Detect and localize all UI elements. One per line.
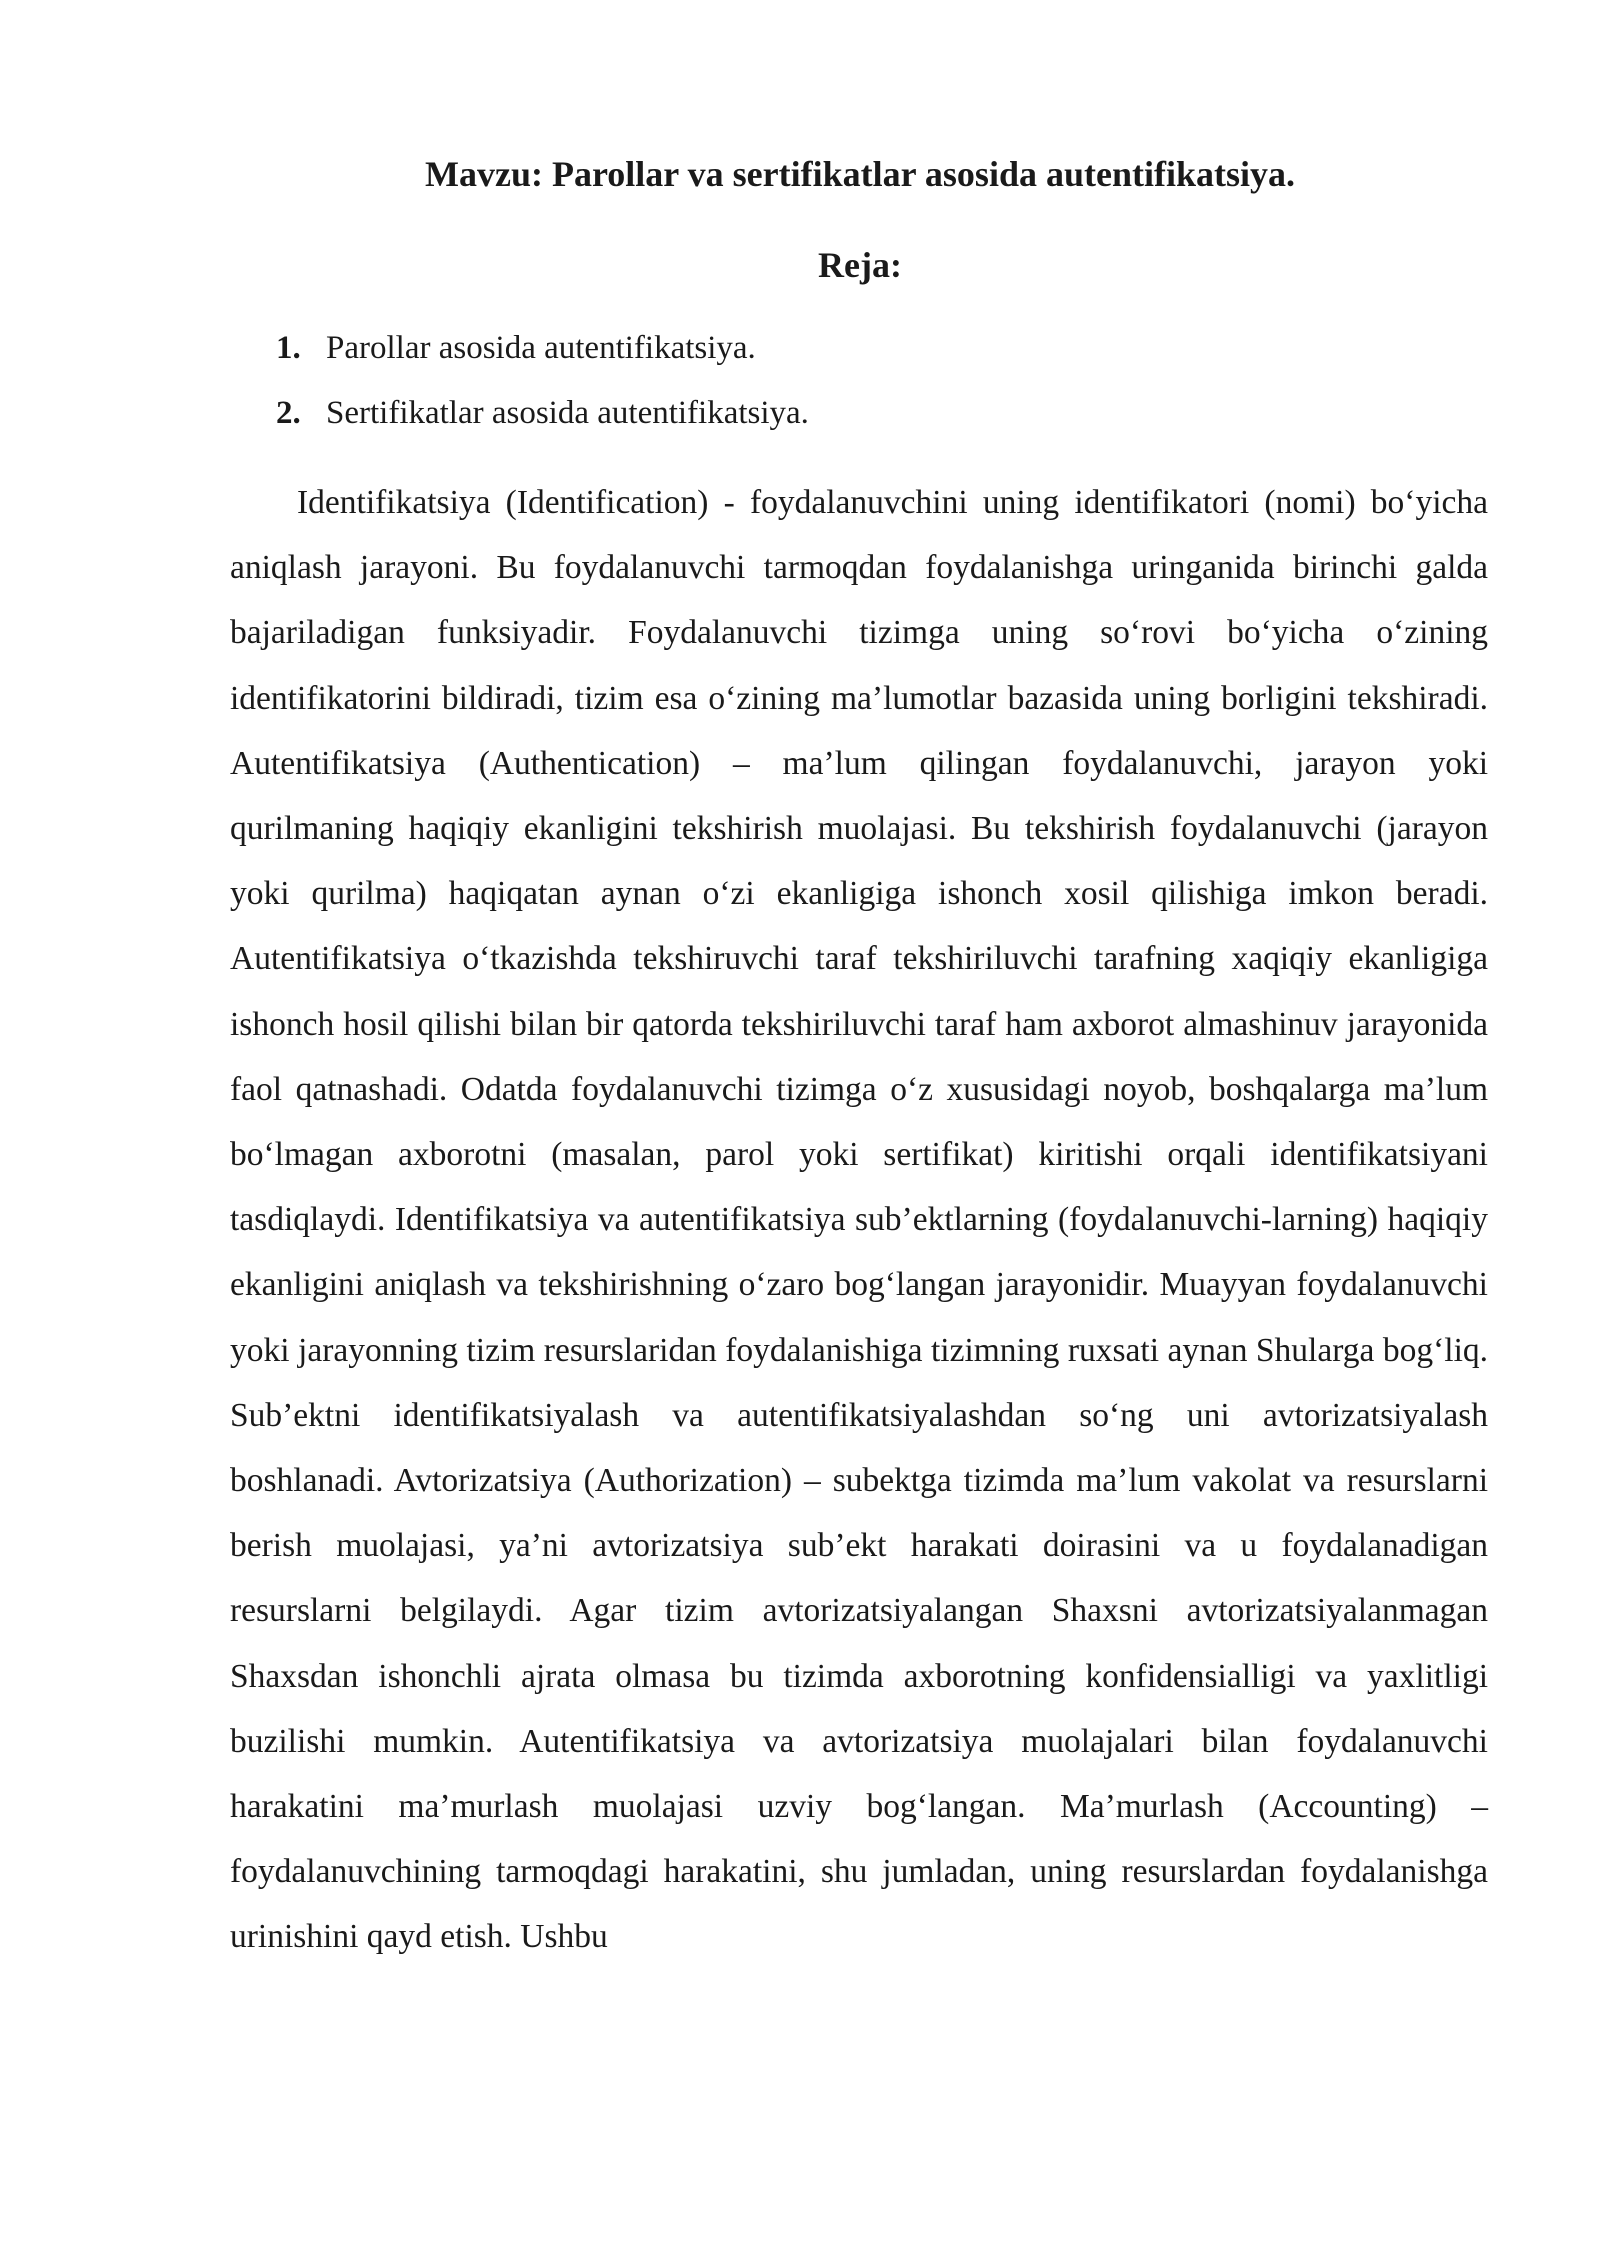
plan-item-number: 1. [276, 330, 301, 366]
plan-item-text: Sertifikatlar asosida autentifikatsiya. [326, 395, 809, 431]
plan-item-text: Parollar asosida autentifikatsiya. [326, 330, 756, 366]
document-title: Mavzu: Parollar va sertifikatlar asosida autentifikatsiya. [425, 154, 1295, 194]
plan-list [276, 326, 809, 456]
plan-heading: Reja: [818, 245, 902, 285]
plan-item-number: 2. [276, 395, 301, 431]
plan-item [276, 326, 809, 391]
plan-item [276, 391, 809, 456]
body-paragraph: Identifikatsiya (Identification) - foydalanuvchini uning identifikatori (nomi) bo‘yicha aniqlash jarayoni. Bu foydalanuvchi tarmoqdan foydalanishga uringanida birinchi galda bajariladigan funksiyadir. Foydalanuvchi tizimga uning so‘rovi bo‘yicha o‘zining identifikatorini bildiradi, tizim esa o‘zining ma’lumotlar bazasida uning borligini tekshiradi. Autentifikatsiya (Authentication) – ma’lum qilingan foydalanuvchi, jarayon yoki qurilmaning haqiqiy ekanligini tekshirish muolajasi. Bu tekshirish foydalanuvchi (jarayon yoki qurilma) haqiqatan aynan o‘zi ekanligiga ishonch xosil qilishiga imkon beradi. Autentifikatsiya o‘tkazishda tekshiruvchi taraf tekshiriluvchi tarafning xaqiqiy ekanligiga ishonch hosil qilishi bilan bir qatorda tekshiriluvchi taraf ham axborot almashinuv jarayonida faol qatnashadi. Odatda foydalanuvchi tizimga o‘z xususidagi noyob, boshqalarga ma’lum bo‘lmagan axborotni (masalan, parol yoki sertifikat) kiritishi orqali identifikatsiyani tasdiqlaydi. Identifikatsiya va autentifikatsiya sub’ektlarning (foydalanuvchi-larning) haqiqiy ekanligini aniqlash va tekshirishning o‘zaro bog‘langan jarayonidir. Muayyan foydalanuvchi yoki jarayonning tizim resurslaridan foydalanishiga tizimning ruxsati aynan Shularga bog‘liq. Sub’ektni identifikatsiyalash va autentifikatsiyalashdan so‘ng uni avtorizatsiyalash boshlanadi. Avtorizatsiya (Authorization) – subektga tizimda ma’lum vakolat va resurslarni berish muolajasi, ya’ni avtorizatsiya sub’ekt harakati doirasini va u foydalanadigan resurslarni belgilaydi. Agar tizim avtorizatsiyalangan Shaxsni avtorizatsiyalanmagan Shaxsdan ishonchli ajrata olmasa bu tizimda axborotning konfidensialligi va yaxlitligi buzilishi mumkin. Autentifikatsiya va avtorizatsiya muolajalari bilan foydalanuvchi harakatini ma’murlash muolajasi uzviy bog‘langan. Ma’murlash (Accounting) – foydalanuvchining tarmoqdagi harakatini, shu jumladan, uning resurslardan foydalanishga urinishini qayd etish. Ushbu [230, 484, 1488, 1956]
